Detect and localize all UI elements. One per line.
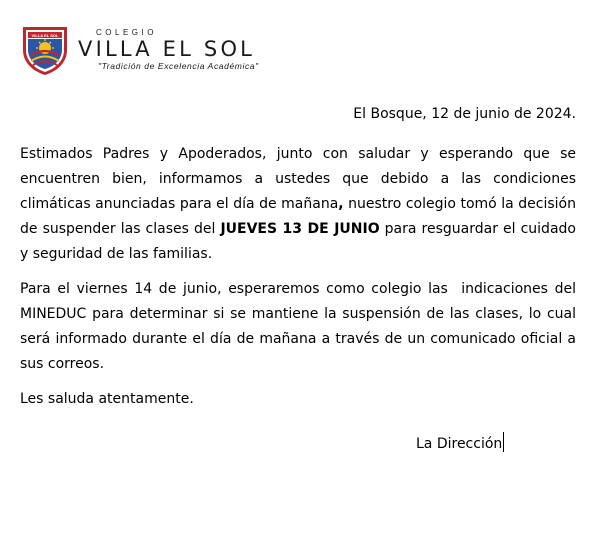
paragraph-1-text-b: nuestro colegio tomó la decisión de suspender las clases del — [20, 196, 576, 237]
text-cursor — [503, 432, 504, 452]
greeting: Estimados Padres y Apoderados, — [20, 146, 267, 162]
suspension-date-highlight: JUEVES 13 DE JUNIO — [220, 221, 380, 237]
school-header — [22, 26, 259, 82]
paragraph-1-text-c: para resguardar el cuidado y seguridad de las familias. — [20, 221, 576, 262]
paragraph-1-comma: , — [338, 196, 344, 212]
brand-motto: "Tradición de Excelencia Académica" — [98, 61, 259, 71]
letter-date: El Bosque, 12 de junio de 2024. — [353, 106, 576, 122]
letter-body — [20, 102, 581, 412]
signature-text: La Dirección — [416, 436, 503, 452]
brand-small-text: COLEGIO — [96, 28, 157, 37]
school-crest-icon — [22, 26, 68, 76]
paragraph-1 — [20, 142, 576, 267]
svg-text:VILLA EL SOL: VILLA EL SOL — [31, 33, 59, 38]
signature-block — [416, 432, 504, 457]
school-brand — [78, 28, 259, 71]
paragraph-2: Para el viernes 14 de junio, esperaremos como colegio las indicaciones del MINEDUC para determinar si se mantiene la suspensión de las clases, lo cual será informado durante el día de mañana a través de un comunicado oficial a sus correos. — [20, 281, 581, 372]
brand-name: VILLA EL SOL — [78, 37, 256, 61]
closing-line: Les saluda atentamente. — [20, 391, 194, 407]
paragraph-1-text-a: junto con saludar y esperando que se encuentren bien, informamos a ustedes que debido a las condiciones climáticas anunciadas para el día de mañana — [20, 146, 577, 212]
